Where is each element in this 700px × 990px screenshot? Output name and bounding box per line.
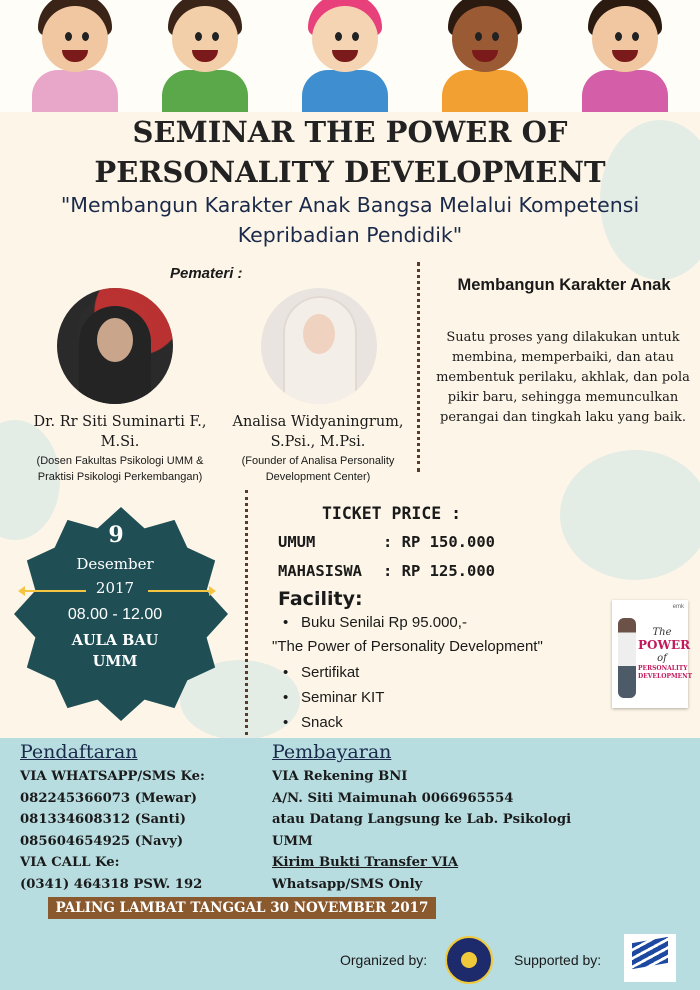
speaker-photo — [57, 288, 173, 404]
child-figure — [570, 0, 680, 112]
price-row: UMUM : RP 150.000 — [278, 533, 495, 551]
facility-title: Facility: — [278, 588, 363, 610]
speakers-label: Pemateri : — [170, 265, 243, 282]
facility-item: "The Power of Personality Development" — [272, 638, 543, 655]
event-month: Desember — [76, 555, 154, 573]
event-day: 9 — [108, 522, 124, 548]
speaker-role: (Dosen Fakultas Psikologi UMM & Praktisi Psikologi Perkembangan) — [36, 455, 204, 483]
speaker-name: Analisa Widyaningrum, S.Psi., M.Psi. — [232, 414, 404, 450]
child-figure — [20, 0, 130, 112]
registration-info: VIA WHATSAPP/SMS Ke: 082245366073 (Mewar) 081334608312 (Santi) 085604654925 (Navy) VIA CALL Ke: (0341) 464318 PSW. 192 — [20, 769, 205, 892]
children-illustration — [0, 0, 700, 112]
payment-title: Pembayaran — [272, 741, 392, 763]
speaker-photo — [261, 288, 377, 404]
book-cover: emk The POWER of PERSONALITY DEVELOPMENT — [612, 600, 688, 708]
sidebar-description: Suatu proses yang dilakukan untuk membina, memperbaiki, dan atau membentuk perilaku, akhlak, dan pola pikir baru, sehingga memunculkan perangai dan tingkah laku yang baik. — [436, 330, 690, 425]
sidebar-title: Membangun Karakter Anak — [457, 276, 671, 294]
facility-item: • Seminar KIT — [283, 689, 385, 706]
umm-logo-icon — [445, 936, 493, 984]
organized-by-label: Organized by: — [340, 952, 428, 968]
seminar-subtitle: "Membangun Karakter Anak Bangsa Melalui Kompetensi Kepribadian Pendidik" — [60, 193, 640, 247]
child-figure — [290, 0, 400, 112]
supported-by-label: Supported by: — [514, 952, 602, 968]
facility-item: • Sertifikat — [283, 664, 360, 681]
event-time: 08.00 - 12.00 — [67, 606, 163, 623]
event-year: 2017 — [95, 579, 135, 597]
dotted-divider — [417, 262, 420, 472]
facility-item: • Snack — [283, 714, 343, 731]
dotted-divider — [245, 490, 248, 735]
arrow-right-icon — [148, 590, 210, 592]
speaker-name: Dr. Rr Siti Suminarti F., M.Si. — [33, 414, 207, 450]
facility-item: • Buku Senilai Rp 95.000,- — [283, 614, 467, 631]
event-venue: AULA BAU UMM — [71, 632, 159, 670]
ticket-title: TICKET PRICE : — [322, 504, 462, 523]
price-row: MAHASISWA : RP 125.000 — [278, 562, 495, 580]
publisher-logo-icon — [624, 934, 676, 982]
speaker-role: (Founder of Analisa Personality Development Center) — [241, 455, 395, 483]
deadline-banner: PALING LAMBAT TANGGAL 30 NOVEMBER 2017 — [48, 897, 436, 919]
registration-title: Pendaftaran — [20, 741, 138, 763]
page-title: SEMINAR THE POWER OF PERSONALITY DEVELOPMENT — [94, 115, 606, 189]
payment-info: VIA Rekening BNI A/N. Siti Maimunah 0066965554 atau Datang Langsung ke Lab. Psikologi UMM Kirim Bukti Transfer VIA Whatsapp/SMS Only — [272, 769, 572, 892]
child-figure — [430, 0, 540, 112]
child-figure — [150, 0, 260, 112]
